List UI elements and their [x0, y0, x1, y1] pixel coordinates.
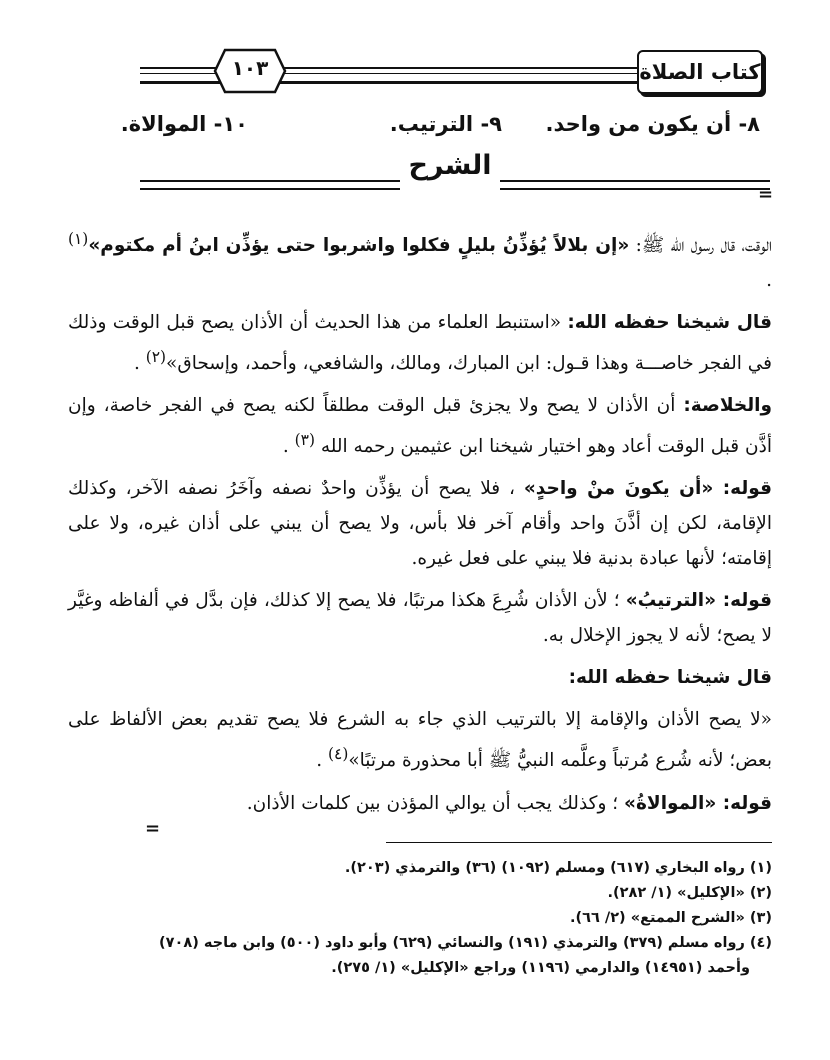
page-number: ١٠٣: [231, 56, 269, 80]
paragraph-one-person: [68, 471, 772, 576]
paragraph-summary: والخلاصة: أن الأذان لا يصح ولا يجزئ قبل الوقت مطلقاً لكنه يصح في الفجر خاصة، وإن أذَّن قبل الوقت أعاد وهو اختيار شيخنا ابن عثيمين رحمه الله $^{(٣)}$ .: [68, 395, 772, 458]
shaykh-lead-2: قال شيخنا حفظه الله:: [568, 667, 772, 689]
heading-rule-right: [500, 180, 770, 190]
paragraph-hadith: الوقت، قال رسول الله ﷺ: «إن بلالاً يُؤذِّنُ بليلٍ فكلوا واشربوا حتى يؤذِّن ابنُ أم مكتوم»$^{(١)}$ .: [68, 230, 772, 292]
footnote-3: (٣) «الشرح الممتع» (٢/ ٦٦).: [569, 910, 772, 926]
footnote-1: (١) رواه البخاري (٦١٧) ومسلم (١٠٩٢) (٣٦) والترمذي (٢٠٣).: [344, 860, 772, 876]
continuity-lead: قوله: «الموالاةُ»: [624, 792, 772, 814]
shaykh-quote-2: «لا يصح الأذان والإقامة إلا بالترتيب الذي جاء به الشرع فلا يصح تقديم بعض الألفاظ على بعض؛ لأنه شُرع مُرتباً وعلَّمه النبيُّ ﷺ أبا محذورة مرتبًا»: [68, 709, 772, 772]
one-person-text: ، فلا يصح أن يؤذِّن واحدٌ نصفه وآخَرُ نصفه الآخر، وكذلك الإقامة، لكن إن أذَّنَ واحد وأقام آخر فلا بأس، ولا يصح أن يبني على أذان غيره، ولا على إقامته؛ لأنها عبادة بدنية فلا يبني على فعل غيره.: [68, 478, 772, 570]
hadith-intro: الوقت، قال رسول الله ﷺ:: [629, 235, 772, 257]
paragraph-order: [68, 583, 772, 653]
equals-mark-bottom: =: [145, 818, 161, 839]
section-title: الشرح: [408, 150, 492, 181]
paragraph-shaykh-2-lead: [68, 660, 772, 695]
footnote-ref-3: (٣): [294, 431, 315, 450]
shaykh-lead-1: قال شيخنا حفظه الله:: [567, 312, 772, 334]
summary-text: أن الأذان لا يصح ولا يجزئ قبل الوقت مطلقاً لكنه يصح في الفجر خاصة، وإن أذَّن قبل الوقت أعاد وهو اختيار شيخنا ابن عثيمين رحمه الله: [68, 395, 772, 458]
book-title: كتاب الصلاة: [637, 50, 763, 94]
section-heading: [140, 150, 770, 190]
footnote-ref-4: (٤): [328, 745, 349, 764]
footnote-4-continued: وأحمد (١٤٩٥١) والدارمي (١١٩٦) وراجع «الإكليل» (١/ ٢٧٥).: [331, 960, 750, 976]
footnote-ref-2: (٢): [145, 348, 167, 367]
order-text: ؛ لأن الأذان شُرِعَ هكذا مرتبًا، فلا يصح إلا كذلك، فإن بدَّل في ألفاظه وغيَّر لا يصح؛ لأنه لا يجوز الإخلال به.: [68, 590, 772, 647]
continuity-text: ؛ وكذلك يجب أن يوالي المؤذن بين كلمات الأذان.: [246, 792, 625, 814]
footnotes: [68, 856, 772, 981]
paragraph-shaykh-1: قال شيخنا حفظه الله: «استنبط العلماء من هذا الحديث أن الأذان يصح قبل الوقت وذلك في الفجر خاصـــة وهذا قـول: ابن المبارك، ومالك، والشافعي، وأحمد، وإسحاق»$^{(٢)}$ .: [68, 312, 772, 375]
commentary-body: [68, 222, 772, 828]
footnote-rule: [386, 842, 772, 843]
one-person-lead: قوله: «أن يكونَ منْ واحدٍ»: [523, 478, 772, 500]
item-9: ٩- الترتيب.: [389, 112, 502, 136]
equals-mark-top: =: [758, 184, 774, 205]
paragraph-continuity: [68, 786, 772, 821]
paragraph-shaykh-2: «لا يصح الأذان والإقامة إلا بالترتيب الذي جاء به الشرع فلا يصح تقديم بعض الألفاظ على بعض؛ لأنه شُرع مُرتباً وعلَّمه النبيُّ ﷺ أبا محذورة مرتبًا»$^{(٤)}$ .: [68, 709, 772, 772]
footnote-2: (٢) «الإكليل» (١/ ٢٨٢).: [607, 885, 772, 901]
shaykh-quote-1: «استنبط العلماء من هذا الحديث أن الأذان يصح قبل الوقت وذلك في الفجر خاصـــة وهذا قـول: ابن المبارك، ومالك، والشافعي، وأحمد، وإسحاق»: [68, 312, 772, 375]
item-10: ١٠- الموالاة.: [120, 112, 248, 136]
item-8: ٨- أن يكون من واحد.: [545, 112, 760, 136]
footnote-4: (٤) رواه مسلم (٣٧٩) والترمذي (١٩١) والنسائي (٦٢٩) وأبو داود (٥٠٠) وابن ماجه (٧٠٨): [159, 935, 772, 951]
order-lead: قوله: «الترتيبُ»: [625, 590, 772, 612]
summary-lead: والخلاصة:: [683, 395, 772, 417]
hadith-quote: «إن بلالاً يُؤذِّنُ بليلٍ فكلوا واشربوا حتى يؤذِّن ابنُ أم مكتوم»: [88, 235, 630, 257]
footnote-ref-1: (١): [68, 230, 89, 248]
heading-rule-left: [140, 180, 400, 190]
